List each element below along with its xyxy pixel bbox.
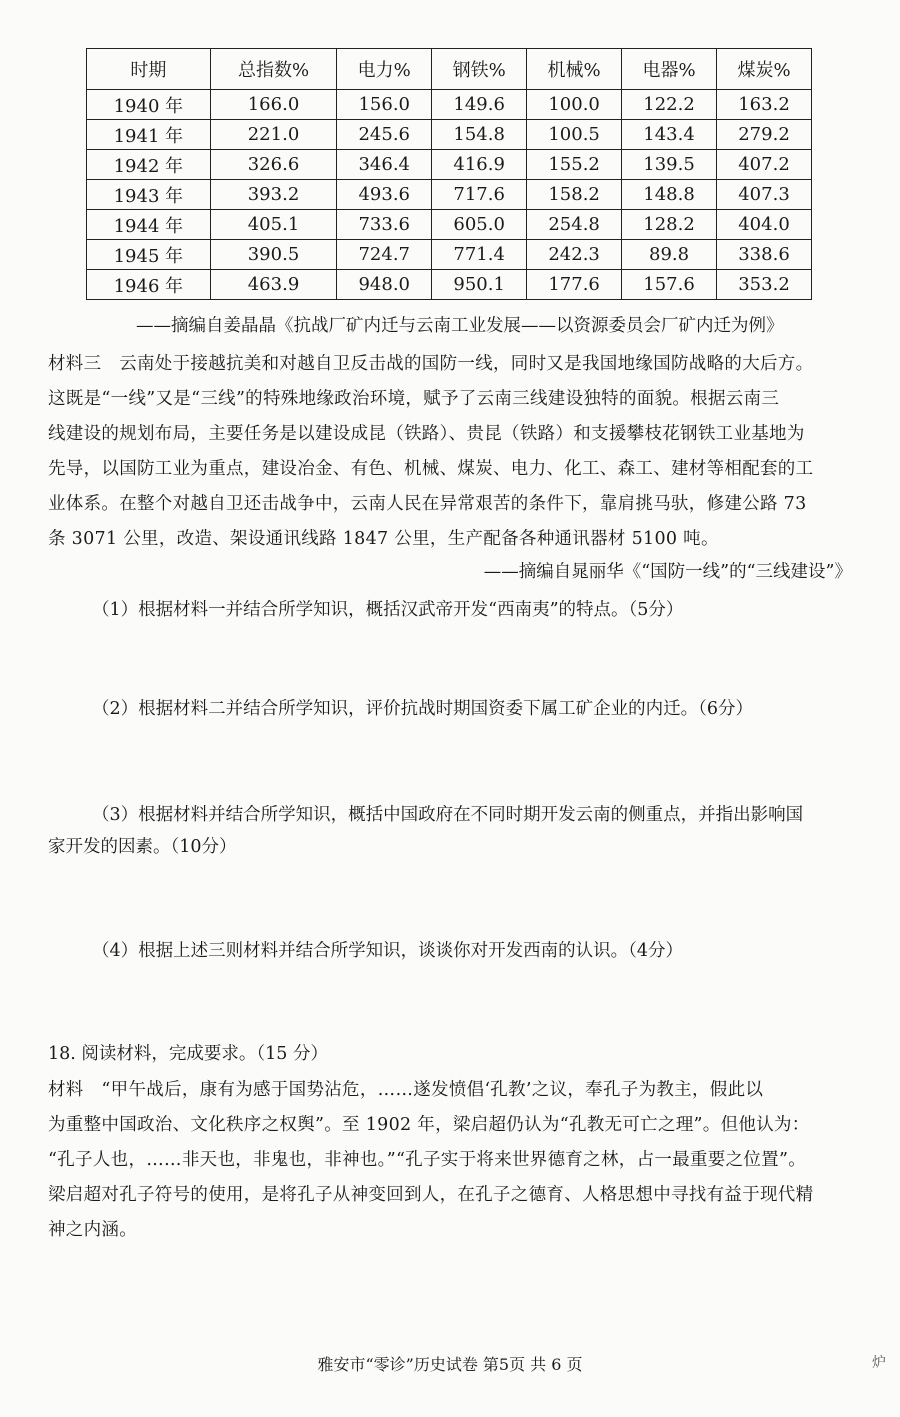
question-3-line2: 家开发的因素。（10分）	[48, 837, 237, 857]
q18-material-line: 为重整中国政治、文化秩序之权舆”。至 1902 年，梁启超仍认为“孔教无可亡之理”。但他认为：	[48, 1115, 810, 1135]
table-cell: 100.0	[527, 90, 622, 120]
table-cell: 154.8	[432, 120, 527, 150]
table-cell: 1943 年	[87, 180, 211, 210]
header-period: 时期	[87, 49, 211, 90]
table-cell: 100.5	[527, 120, 622, 150]
table-row	[87, 180, 812, 210]
table-row	[87, 90, 812, 120]
question-3-line1: （3）根据材料并结合所学知识，概括中国政府在不同时期开发云南的侧重点，并指出影响国	[92, 805, 804, 825]
table-cell: 166.0	[210, 90, 337, 120]
table-cell: 245.6	[337, 120, 432, 150]
q18-material-line: 材料 “甲午战后，康有为感于国势沾危，……遂发愤倡‘孔教’之议，奉孔子为教主，假此以	[48, 1080, 764, 1100]
table-cell: 771.4	[432, 240, 527, 270]
table-cell: 1945 年	[87, 240, 211, 270]
corner-mark: 炉	[872, 1355, 886, 1371]
table-cell: 89.8	[622, 240, 717, 270]
table-cell: 405.1	[210, 210, 337, 240]
table-cell: 221.0	[210, 120, 337, 150]
material3-line: 这既是“一线”又是“三线”的特殊地缘政治环境，赋予了云南三线建设独特的面貌。根据云南三	[48, 389, 780, 409]
material3-line: 业体系。在整个对越自卫还击战争中，云南人民在异常艰苦的条件下，靠肩挑马驮，修建公路 73	[48, 494, 807, 514]
table-cell: 122.2	[622, 90, 717, 120]
table-cell: 390.5	[210, 240, 337, 270]
material3-line: 材料三 云南处于接越抗美和对越自卫反击战的国防一线，同时又是我国地缘国防战略的大后方。	[48, 354, 814, 374]
industry-index-table	[86, 48, 812, 300]
table-cell: 407.2	[717, 150, 812, 180]
table-cell: 128.2	[622, 210, 717, 240]
table-cell: 338.6	[717, 240, 812, 270]
table-cell: 1942 年	[87, 150, 211, 180]
table-cell: 139.5	[622, 150, 717, 180]
table-cell: 254.8	[527, 210, 622, 240]
table-cell: 346.4	[337, 150, 432, 180]
table-row	[87, 210, 812, 240]
material3-line: 先导，以国防工业为重点，建设冶金、有色、机械、煤炭、电力、化工、森工、建材等相配套的工	[48, 459, 814, 479]
table-cell: 605.0	[432, 210, 527, 240]
table-cell: 717.6	[432, 180, 527, 210]
table-cell: 463.9	[210, 270, 337, 300]
question-2: （2）根据材料二并结合所学知识，评价抗战时期国资委下属工矿企业的内迁。（6分）	[92, 699, 754, 719]
table-cell: 1944 年	[87, 210, 211, 240]
table-cell: 353.2	[717, 270, 812, 300]
table-cell: 407.3	[717, 180, 812, 210]
q18-material-line: 神之内涵。	[48, 1220, 137, 1240]
material3-line: 线建设的规划布局，主要任务是以建设成昆（铁路）、贵昆（铁路）和支援攀枝花钢铁工业基地为	[48, 424, 805, 444]
table-cell: 493.6	[337, 180, 432, 210]
table-cell: 404.0	[717, 210, 812, 240]
material3-line: 条 3071 公里，改造、架设通讯线路 1847 公里，生产配备各种通讯器材 5100 吨。	[48, 529, 719, 549]
table-cell: 416.9	[432, 150, 527, 180]
table-cell: 326.6	[210, 150, 337, 180]
table-cell: 1941 年	[87, 120, 211, 150]
table-cell: 950.1	[432, 270, 527, 300]
header-total-index: 总指数%	[210, 49, 337, 90]
table-cell: 733.6	[337, 210, 432, 240]
table-cell: 279.2	[717, 120, 812, 150]
page-footer: 雅安市“零诊”历史试卷 第5页 共 6 页	[317, 1355, 583, 1374]
table-cell: 393.2	[210, 180, 337, 210]
table-cell: 948.0	[337, 270, 432, 300]
header-machinery: 机械%	[527, 49, 622, 90]
question-18-title: 18. 阅读材料，完成要求。（15 分）	[48, 1044, 328, 1064]
table-cell: 148.8	[622, 180, 717, 210]
q18-material-line: “孔子人也，……非天也，非鬼也，非神也。”“孔子实于将来世界德育之林，占一最重要之位置”。	[48, 1150, 807, 1170]
table-row	[87, 150, 812, 180]
header-coal: 煤炭%	[717, 49, 812, 90]
material2-source: ——摘编自姜晶晶《抗战厂矿内迁与云南工业发展——以资源委员会厂矿内迁为例》	[136, 316, 784, 336]
table-row	[87, 240, 812, 270]
table-cell: 143.4	[622, 120, 717, 150]
table-cell: 724.7	[337, 240, 432, 270]
table-cell: 155.2	[527, 150, 622, 180]
header-steel: 钢铁%	[432, 49, 527, 90]
table-cell: 177.6	[527, 270, 622, 300]
table-row	[87, 270, 812, 300]
table-cell: 156.0	[337, 90, 432, 120]
table-cell: 149.6	[432, 90, 527, 120]
header-electrical: 电器%	[622, 49, 717, 90]
table-row	[87, 120, 812, 150]
table-cell: 1946 年	[87, 270, 211, 300]
q18-material-line: 梁启超对孔子符号的使用，是将孔子从神变回到人，在孔子之德育、人格思想中寻找有益于现代精	[48, 1185, 814, 1205]
table-cell: 1940 年	[87, 90, 211, 120]
table-cell: 157.6	[622, 270, 717, 300]
table-cell: 163.2	[717, 90, 812, 120]
question-4: （4）根据上述三则材料并结合所学知识，谈谈你对开发西南的认识。（4分）	[92, 941, 684, 961]
table-cell: 158.2	[527, 180, 622, 210]
header-power: 电力%	[337, 49, 432, 90]
table-header-row	[87, 49, 812, 90]
material3-source: ——摘编自晁丽华《“国防一线”的“三线建设”》	[483, 562, 852, 582]
question-1: （1）根据材料一并结合所学知识，概括汉武帝开发“西南夷”的特点。（5分）	[92, 600, 684, 620]
table-cell: 242.3	[527, 240, 622, 270]
